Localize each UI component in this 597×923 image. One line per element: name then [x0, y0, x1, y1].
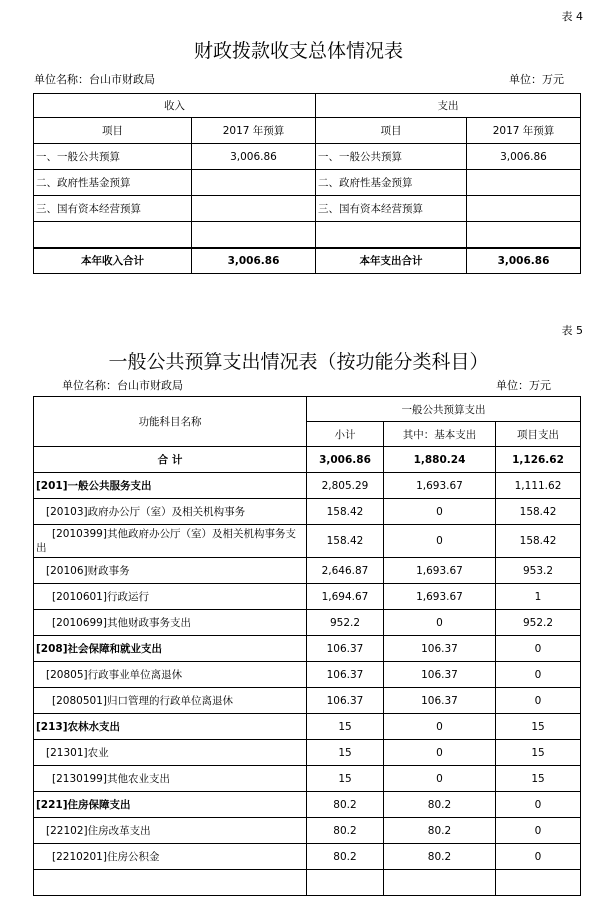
function-name: [21301]农业	[34, 740, 307, 766]
unit-name: 单位名称：台山市财政局	[34, 73, 155, 86]
function-name: [213]农林水支出	[34, 714, 307, 740]
total-subtotal: 3,006.86	[307, 447, 384, 473]
income-budget-header: 2017 年预算	[192, 118, 316, 144]
income-header: 收入	[34, 94, 316, 118]
project-value: 0	[496, 844, 581, 870]
subtotal-value: 106.37	[307, 688, 384, 714]
project-value	[496, 870, 581, 896]
table-row	[34, 222, 581, 248]
table-row	[34, 870, 581, 896]
unit-label: 单位：万元	[496, 379, 551, 392]
income-value	[192, 222, 316, 248]
expense-total-value: 3,006.86	[467, 248, 581, 274]
table-row	[34, 499, 581, 525]
project-value: 158.42	[496, 525, 581, 558]
table-row	[34, 473, 581, 499]
function-name: [2210201]住房公积金	[34, 844, 307, 870]
function-name: [2010699]其他财政事务支出	[34, 610, 307, 636]
income-item: 二、政府性基金预算	[34, 170, 192, 196]
page-title: 财政拨款收支总体情况表	[193, 40, 403, 62]
income-item: 一、一般公共预算	[34, 144, 192, 170]
table-row	[34, 170, 581, 196]
table-group-header	[34, 94, 581, 118]
project-value: 15	[496, 766, 581, 792]
project-value: 15	[496, 740, 581, 766]
table-row	[34, 740, 581, 766]
table-number: 表 4	[561, 10, 583, 23]
table-row	[34, 714, 581, 740]
income-item	[34, 222, 192, 248]
table-group-header	[34, 397, 581, 422]
subtotal-value: 80.2	[307, 844, 384, 870]
table-row	[34, 818, 581, 844]
project-header: 项目支出	[496, 422, 581, 447]
fiscal-summary-table	[33, 93, 581, 274]
table-column-header	[34, 118, 581, 144]
total-project: 1,126.62	[496, 447, 581, 473]
expense-item: 三、国有资本经营预算	[316, 196, 467, 222]
subtotal-value: 80.2	[307, 818, 384, 844]
expense-value	[467, 196, 581, 222]
table-row	[34, 662, 581, 688]
function-name: [20805]行政事业单位离退休	[34, 662, 307, 688]
expense-value	[467, 170, 581, 196]
subtotal-value: 2,646.87	[307, 558, 384, 584]
basic-value: 106.37	[384, 636, 496, 662]
basic-value: 0	[384, 766, 496, 792]
basic-value: 1,693.67	[384, 473, 496, 499]
total-label: 合 计	[34, 447, 307, 473]
table-row	[34, 144, 581, 170]
basic-value: 80.2	[384, 792, 496, 818]
subtotal-value	[307, 870, 384, 896]
project-value: 0	[496, 792, 581, 818]
basic-value: 80.2	[384, 844, 496, 870]
subtotal-header: 小计	[307, 422, 384, 447]
expense-header: 支出	[316, 94, 581, 118]
basic-value: 0	[384, 740, 496, 766]
table-row	[34, 584, 581, 610]
expense-budget-header: 2017 年预算	[467, 118, 581, 144]
table-row	[34, 792, 581, 818]
function-name: [2010601]行政运行	[34, 584, 307, 610]
basic-value: 106.37	[384, 688, 496, 714]
basic-header: 其中：基本支出	[384, 422, 496, 447]
expense-value	[467, 222, 581, 248]
subtotal-value: 158.42	[307, 499, 384, 525]
subtotal-value: 952.2	[307, 610, 384, 636]
function-name	[34, 870, 307, 896]
subtotal-value: 106.37	[307, 636, 384, 662]
project-value: 0	[496, 636, 581, 662]
expenditure-table	[33, 396, 581, 896]
project-value: 0	[496, 688, 581, 714]
total-row	[34, 447, 581, 473]
basic-value: 80.2	[384, 818, 496, 844]
income-value: 3,006.86	[192, 144, 316, 170]
function-name: [221]住房保障支出	[34, 792, 307, 818]
expense-total-label: 本年支出合计	[316, 248, 467, 274]
table-row	[34, 844, 581, 870]
function-name: [2130199]其他农业支出	[34, 766, 307, 792]
project-value: 953.2	[496, 558, 581, 584]
basic-value: 106.37	[384, 662, 496, 688]
budget-group-header: 一般公共预算支出	[307, 397, 581, 422]
income-item: 三、国有资本经营预算	[34, 196, 192, 222]
table-row	[34, 636, 581, 662]
basic-value: 1,693.67	[384, 558, 496, 584]
basic-value: 1,693.67	[384, 584, 496, 610]
table-row	[34, 766, 581, 792]
subtotal-value: 15	[307, 714, 384, 740]
subtotal-value: 15	[307, 766, 384, 792]
table-row	[34, 525, 581, 558]
table-row	[34, 558, 581, 584]
function-name: [22102]住房改革支出	[34, 818, 307, 844]
basic-value	[384, 870, 496, 896]
subtotal-value: 1,694.67	[307, 584, 384, 610]
expense-item: 一、一般公共预算	[316, 144, 467, 170]
expense-item: 二、政府性基金预算	[316, 170, 467, 196]
unit-name: 单位名称：台山市财政局	[62, 379, 183, 392]
basic-value: 0	[384, 714, 496, 740]
function-name: [2080501]归口管理的行政单位离退休	[34, 688, 307, 714]
expense-item-header: 项目	[316, 118, 467, 144]
project-value: 1,111.62	[496, 473, 581, 499]
project-value: 158.42	[496, 499, 581, 525]
subtotal-value: 2,805.29	[307, 473, 384, 499]
subtotal-value: 15	[307, 740, 384, 766]
function-name: [201]一般公共服务支出	[34, 473, 307, 499]
function-name-header: 功能科目名称	[34, 397, 307, 447]
income-value	[192, 196, 316, 222]
project-value: 1	[496, 584, 581, 610]
basic-value: 0	[384, 499, 496, 525]
basic-value: 0	[384, 525, 496, 558]
subtotal-value: 106.37	[307, 662, 384, 688]
total-row	[34, 248, 581, 274]
table-row	[34, 610, 581, 636]
income-item-header: 项目	[34, 118, 192, 144]
basic-value: 0	[384, 610, 496, 636]
subtotal-value: 158.42	[307, 525, 384, 558]
function-name: [208]社会保障和就业支出	[34, 636, 307, 662]
project-value: 15	[496, 714, 581, 740]
expense-value: 3,006.86	[467, 144, 581, 170]
table-row	[34, 688, 581, 714]
function-name: [20106]财政事务	[34, 558, 307, 584]
expense-item	[316, 222, 467, 248]
income-total-value: 3,006.86	[192, 248, 316, 274]
income-total-label: 本年收入合计	[34, 248, 192, 274]
unit-label: 单位：万元	[509, 73, 564, 86]
table-row	[34, 196, 581, 222]
function-name: [20103]政府办公厅（室）及相关机构事务	[34, 499, 307, 525]
project-value: 0	[496, 662, 581, 688]
income-value	[192, 170, 316, 196]
subtotal-value: 80.2	[307, 792, 384, 818]
section-title: 一般公共预算支出情况表（按功能分类科目）	[108, 351, 489, 373]
function-name: [2010399]其他政府办公厅（室）及相关机构事务支出	[34, 525, 307, 558]
total-basic: 1,880.24	[384, 447, 496, 473]
project-value: 952.2	[496, 610, 581, 636]
table-number: 表 5	[561, 324, 583, 337]
project-value: 0	[496, 818, 581, 844]
